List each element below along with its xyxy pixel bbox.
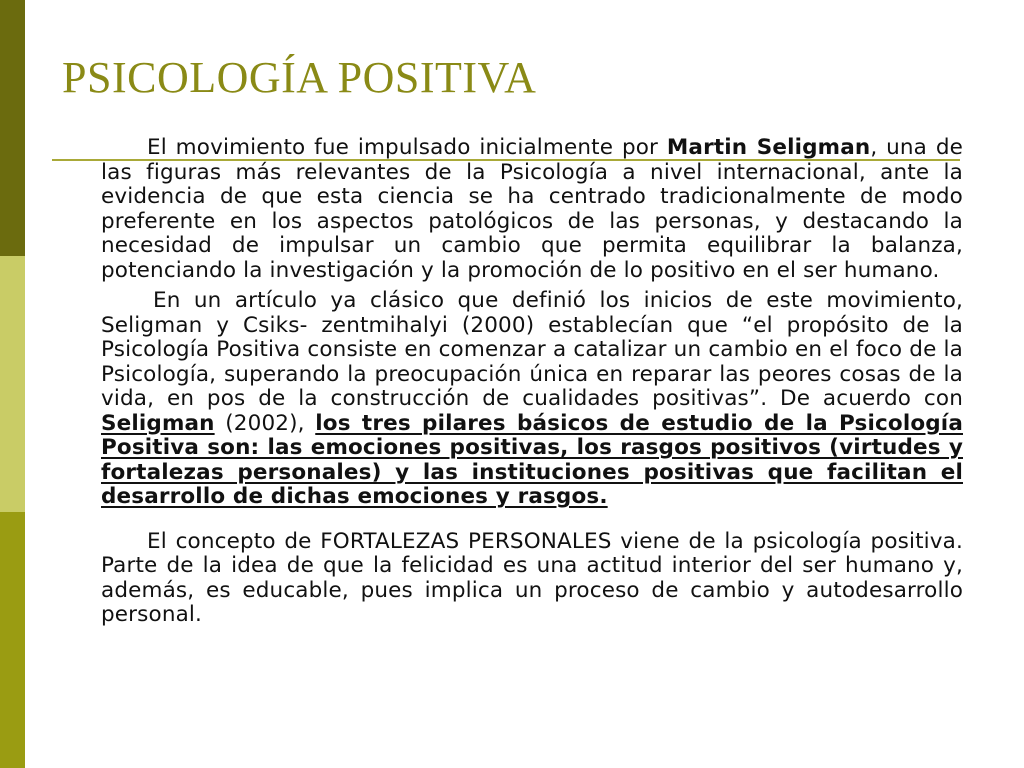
paragraph-1-text-a: El movimiento fue impulsado inicialmente por <box>147 135 667 160</box>
paragraph-2-emphasis: los tres pilares básicos de estudio de la Psicología Positiva son: las emociones positivas, los rasgos positivos (virtudes y fortalezas personales) y las instituciones positivas que facilitan el desarrollo de dichas emociones y rasgos. <box>101 410 963 509</box>
paragraph-2 <box>101 289 963 510</box>
paragraph-1-text-b: , una de las figuras más relevantes de la Psicología a nivel internacional, ante la evidencia de que esta ciencia se ha centrado tradicionalmente de modo preferente en los aspectos patológicos de las personas, y destacando la necesidad de impulsar un cambio que permita equilibrar la balanza, potenciando la investigación y la promoción de lo positivo en el ser humano. <box>101 135 964 283</box>
paragraph-2-author: Seligman <box>101 410 215 436</box>
slide-body <box>101 136 963 628</box>
decor-bar-middle <box>0 256 25 512</box>
paragraph-3 <box>101 530 963 628</box>
paragraph-1-author: Martin Seligman <box>666 135 871 160</box>
paragraph-2-text-a: En un artículo ya clásico que definió los inicios de este movimiento, Seligman y Csiks- zentmihalyi (2000) establecían que “el propósito de la Psicología Positiva consiste en comenzar a catalizar un cambio en el foco de la Psicología, superando la preocupación única en reparar las peores cosas de la vida, en pos de la construcción de cualidades positivas”. De acuerdo con <box>101 288 963 411</box>
decor-bar-bottom <box>0 512 25 768</box>
paragraph-1 <box>101 136 963 283</box>
decor-bar-top <box>0 0 25 256</box>
paragraph-2-text-b: (2002), <box>214 410 316 436</box>
slide-title: PSICOLOGÍA POSITIVA <box>62 53 537 102</box>
paragraph-3-text: El concepto de FORTALEZAS PERSONALES viene de la psicología positiva. Parte de la idea de que la felicidad es una actitud interior del ser humano y, además, es educable, pues implica un proceso de cambio y autodesarrollo personal. <box>101 528 963 627</box>
